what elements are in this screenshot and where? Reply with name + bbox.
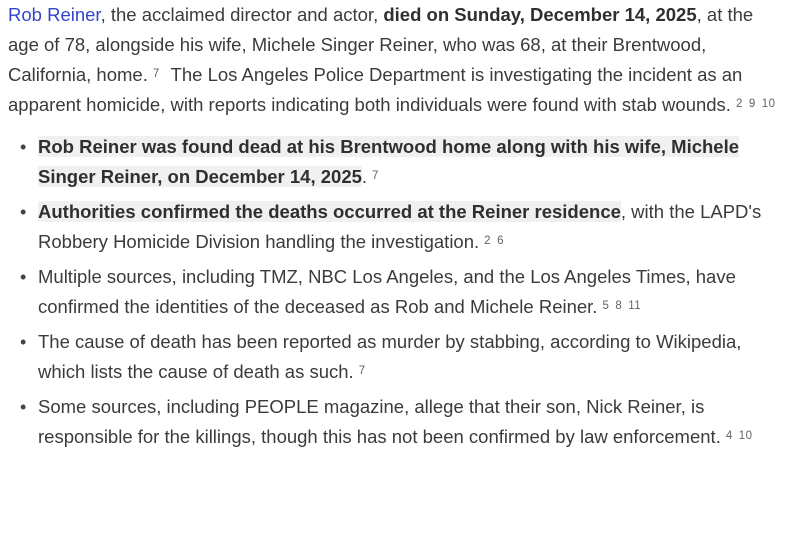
citation-link[interactable]: 7	[152, 67, 160, 80]
rob-reiner-link[interactable]: Rob Reiner	[8, 4, 101, 25]
bullet-dot-icon: •	[20, 137, 27, 157]
list-item-text: .	[361, 166, 368, 187]
citation-link[interactable]: 11	[628, 299, 642, 312]
citation-link[interactable]: 10	[738, 429, 753, 442]
highlighted-claim: Authorities confirmed the deaths occurred at the Reiner residence	[38, 201, 621, 222]
list-item	[20, 392, 788, 452]
citation-link[interactable]: 6	[497, 234, 504, 247]
citation-group	[372, 170, 385, 182]
citation-link[interactable]: 10	[761, 97, 776, 110]
citation-link[interactable]: 7	[358, 364, 366, 377]
bullet-dot-icon: •	[20, 332, 27, 352]
list-item	[20, 132, 788, 192]
list-item-text: Multiple sources, including TMZ, NBC Los Angeles, and the Los Angeles Times, have confirmed the identities of the deceased as Rob and Michele Reiner.	[38, 266, 736, 317]
citation-group	[359, 365, 372, 377]
intro-text-2: , at the age of 78, alongside his wife, Michele Singer Reiner, who was 68, at their Brentwood, California, home.	[8, 4, 754, 85]
intro-paragraph	[8, 0, 788, 120]
citation-link[interactable]: 5	[602, 299, 610, 312]
citation-link[interactable]: 8	[615, 299, 623, 312]
list-item-text: Some sources, including PEOPLE magazine, allege that their son, Nick Reiner, is responsible for the killings, though this has not been confirmed by law enforcement.	[38, 396, 721, 447]
citation-group	[726, 430, 759, 442]
list-item	[20, 197, 788, 257]
intro-bold-date: died on Sunday, December 14, 2025	[383, 4, 697, 25]
citation-group	[602, 300, 647, 312]
citation-group	[153, 68, 166, 80]
citation-group	[736, 98, 782, 110]
citation-link[interactable]: 7	[372, 169, 379, 182]
list-item-text: The cause of death has been reported as murder by stabbing, according to Wikipedia, which lists the cause of death as such.	[38, 331, 742, 382]
key-points-list	[8, 132, 788, 452]
list-item	[20, 262, 788, 322]
list-item-text: , with the LAPD's Robbery Homicide Division handling the investigation.	[38, 201, 762, 252]
answer-body	[8, 0, 788, 457]
citation-link[interactable]: 9	[748, 97, 756, 110]
bullet-dot-icon: •	[20, 267, 27, 287]
citation-link[interactable]: 2	[735, 97, 743, 110]
highlighted-claim: Rob Reiner was found dead at his Brentwood home along with his wife, Michele Singer Reiner, on December 14, 2025	[38, 136, 740, 187]
intro-text-1: , the acclaimed director and actor,	[100, 4, 384, 25]
citation-link[interactable]: 4	[725, 429, 733, 442]
list-item	[20, 327, 788, 387]
citation-group	[484, 235, 510, 247]
citation-link[interactable]: 2	[484, 234, 492, 247]
intro-text-3: The Los Angeles Police Department is investigating the incident as an apparent homicide, with reports indicating both individuals were found with stab wounds.	[8, 64, 743, 115]
bullet-dot-icon: •	[20, 397, 27, 417]
bullet-dot-icon: •	[20, 202, 27, 222]
